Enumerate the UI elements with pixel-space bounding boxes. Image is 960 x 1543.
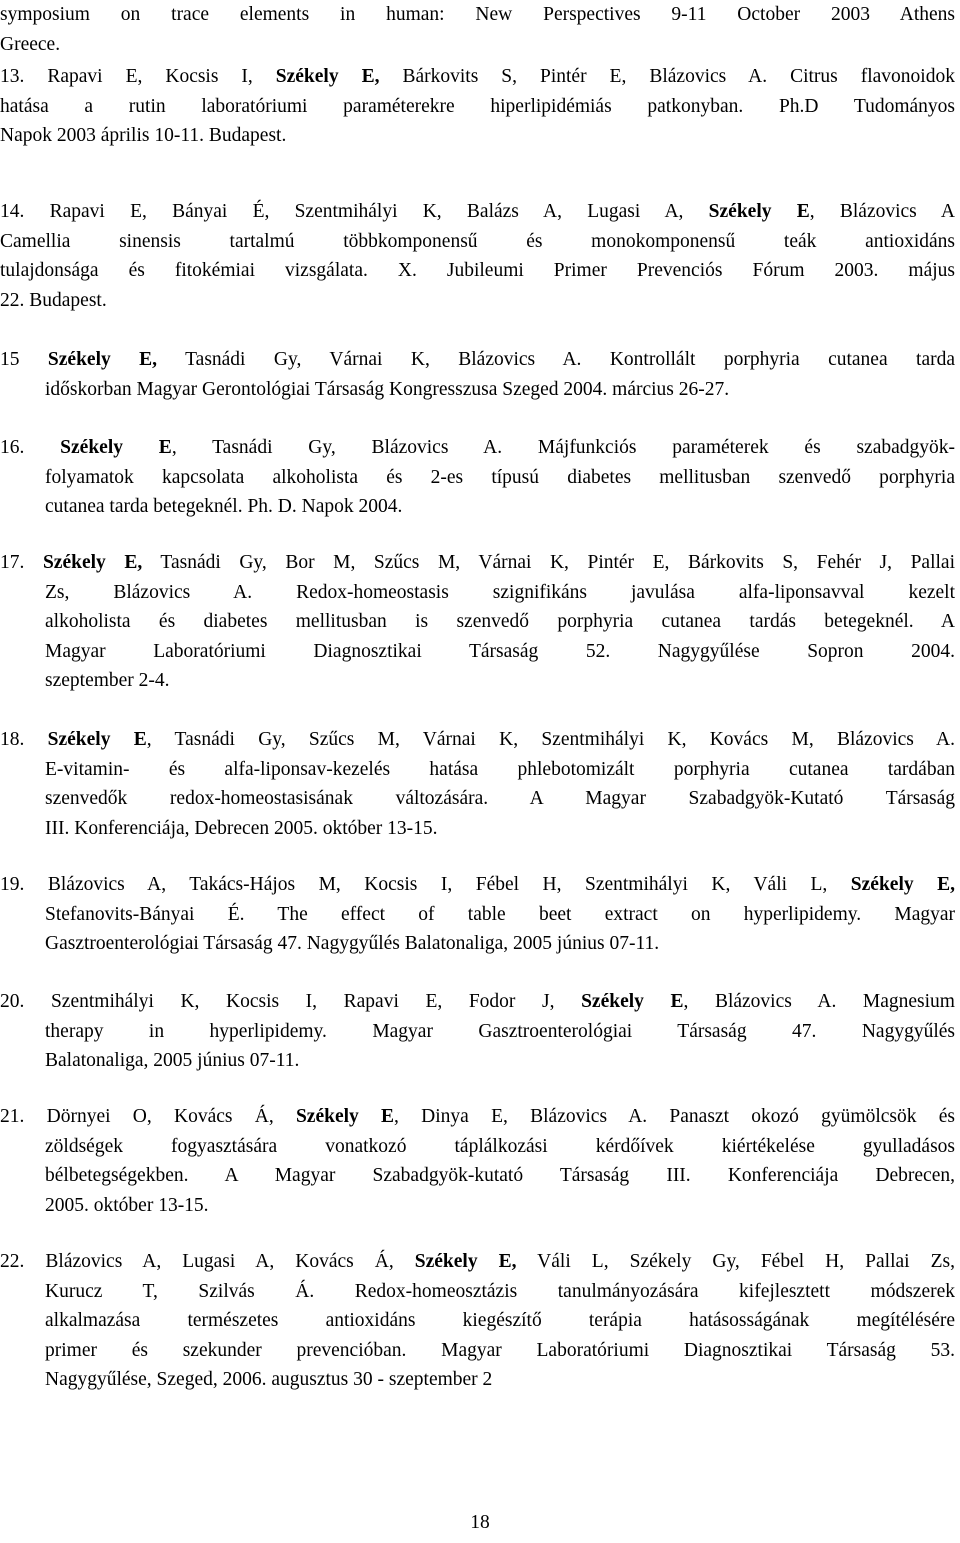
reference-line: [0, 286, 107, 316]
reference-line: [45, 607, 955, 637]
reference-text: 15: [0, 349, 48, 370]
reference-text: szenvedők redox-homeostasisának változására. A Magyar Szabadgyök-Kutató Társaság: [45, 788, 955, 809]
reference-line: [0, 1247, 955, 1277]
reference-text: 20. Szentmihályi K, Kocsis I, Rapavi E, Fodor J,: [0, 991, 582, 1012]
reference-text: 13. Rapavi E, Kocsis I,: [0, 66, 276, 87]
author-highlight: Székely E,: [850, 874, 955, 895]
reference-text: , Dinya E, Blázovics A. Panaszt okozó gyümölcsök és: [394, 1106, 955, 1127]
reference-text: szeptember 2-4.: [45, 670, 170, 691]
reference-text: , Blázovics A. Magnesium: [683, 991, 955, 1012]
page-number: 18: [470, 1512, 490, 1533]
reference-text: Stefanovits-Bányai É. The effect of table beet extract on hyperlipidemy. Magyar: [45, 903, 955, 925]
reference-text: E-vitamin- és alfa-liponsav-kezelés hatása phlebotomizált porphyria cutanea tardában: [45, 758, 955, 780]
reference-text: 14. Rapavi E, Bányai É, Szentmihályi K, Balázs A, Lugasi A,: [0, 201, 709, 222]
reference-text: Nagygyűlése, Szeged, 2006. augusztus 30 - szeptember 2: [45, 1369, 493, 1390]
author-highlight: Székely E: [60, 437, 172, 458]
reference-line: [0, 870, 955, 900]
reference-text: III. Konferenciája, Debrecen 2005. október 13-15.: [45, 817, 438, 839]
reference-line: [0, 345, 955, 375]
reference-line: [45, 1161, 955, 1191]
reference-text: bélbetegségekben. A Magyar Szabadgyök-kutató Társaság III. Konferenciája Debrecen,: [45, 1165, 955, 1186]
reference-line: [45, 1277, 955, 1307]
reference-text: Kurucz T, Szilvás Á. Redox-homeosztázis tanulmányozására kifejlesztett módszerek: [45, 1280, 955, 1302]
reference-line: [45, 666, 170, 696]
reference-text: Camellia sinensis tartalmú többkomponensű és monokomponensű teák antioxidáns: [0, 230, 955, 252]
reference-text: zöldségek fogyasztására vonatkozó táplálkozási kérdőívek kiértékelése gyulladásos: [45, 1135, 955, 1157]
reference-line: [45, 929, 659, 959]
author-highlight: Székely E,: [47, 349, 158, 370]
reference-line: [45, 1365, 492, 1395]
reference-line: [45, 784, 955, 814]
reference-line: [45, 375, 729, 405]
reference-text: hatása a rutin laboratóriumi paraméterekre hiperlipidémiás patkonyban. Ph.D Tudományos: [0, 95, 955, 117]
reference-text: therapy in hyperlipidemy. Magyar Gasztroenterológiai Társaság 47. Nagygyűlés: [45, 1020, 955, 1042]
reference-line: [0, 121, 286, 151]
reference-text: Balatonaliga, 2005 június 07-11.: [45, 1050, 300, 1071]
reference-line: [45, 900, 955, 930]
reference-text: Magyar Laboratóriumi Diagnosztikai Társaság 52. Nagygyűlése Sopron 2004.: [45, 640, 955, 662]
reference-line: [45, 1191, 209, 1221]
reference-line: [0, 197, 955, 227]
author-highlight: Székely E: [708, 201, 810, 222]
reference-text: tulajdonsága és fitokémiai vizsgálata. X. Jubileumi Primer Prevenciós Fórum 2003. május: [0, 260, 955, 281]
reference-text: alkalmazása természetes antioxidáns kiegészítő terápia hatásosságának megítélésére: [45, 1310, 955, 1331]
author-highlight: Székely E,: [414, 1251, 517, 1272]
reference-text: Gasztroenterológiai Társaság 47. Nagygyűlés Balatonaliga, 2005 június 07-11.: [45, 933, 660, 954]
reference-text: Greece.: [0, 33, 61, 55]
reference-text: , Tasnádi Gy, Blázovics A. Májfunkciós paraméterek és szabadgyök-: [171, 437, 955, 458]
reference-line: [45, 814, 438, 844]
reference-text: Bárkovits S, Pintér E, Blázovics A. Citrus flavonoidok: [379, 66, 955, 87]
reference-line: [0, 62, 955, 92]
reference-text: időskorban Magyar Gerontológiai Társaság Kongresszusa Szeged 2004. március 26-27.: [45, 378, 730, 400]
reference-text: Tasnádi Gy, Bor M, Szűcs M, Várnai K, Pintér E, Bárkovits S, Fehér J, Pallai: [142, 552, 955, 573]
reference-text: Tasnádi Gy, Várnai K, Blázovics A. Kontrollált porphyria cutanea tarda: [157, 349, 955, 370]
reference-line: [45, 755, 955, 785]
reference-text: cutanea tarda betegeknél. Ph. D. Napok 2004.: [45, 496, 403, 517]
reference-text: 17.: [0, 552, 43, 573]
reference-line: [0, 725, 955, 755]
author-highlight: Székely E: [47, 729, 147, 750]
reference-text: 22. Blázovics A, Lugasi A, Kovács Á,: [0, 1251, 415, 1272]
author-highlight: Székely E: [581, 991, 684, 1012]
author-highlight: Székely E,: [275, 66, 380, 87]
reference-line: [45, 578, 955, 608]
author-highlight: Székely E: [295, 1106, 395, 1127]
reference-line: [0, 433, 955, 463]
reference-text: alkoholista és diabetes mellitusban is szenvedő porphyria cutanea tardás betegeknél. A: [45, 611, 955, 632]
reference-line: [45, 492, 402, 522]
reference-line: [0, 0, 955, 30]
reference-text: 22. Budapest.: [0, 289, 107, 311]
reference-text: folyamatok kapcsolata alkoholista és 2-es típusú diabetes mellitusban szenvedő porphyria: [45, 466, 955, 488]
reference-line: [45, 463, 955, 493]
reference-line: [0, 256, 955, 286]
reference-text: , Tasnádi Gy, Szűcs M, Várnai K, Szentmihályi K, Kovács M, Blázovics A.: [146, 729, 956, 750]
reference-text: symposium on trace elements in human: New Perspectives 9-11 October 2003 Athens: [0, 4, 955, 25]
reference-text: 19. Blázovics A, Takács-Hájos M, Kocsis I, Fébel H, Szentmihályi K, Váli L,: [0, 874, 851, 895]
reference-line: [0, 227, 955, 257]
reference-line: [0, 30, 60, 60]
reference-line: [45, 1336, 955, 1366]
reference-text: 2005. október 13-15.: [45, 1194, 209, 1216]
reference-line: [45, 1306, 955, 1336]
reference-text: primer és szekunder prevencióban. Magyar Laboratóriumi Diagnosztikai Társaság 53.: [45, 1339, 955, 1361]
reference-line: [45, 637, 955, 667]
reference-line: [45, 1132, 955, 1162]
reference-line: [0, 548, 955, 578]
author-highlight: Székely E,: [42, 552, 143, 573]
reference-text: Napok 2003 április 10-11. Budapest.: [0, 125, 287, 146]
reference-text: , Blázovics A: [809, 201, 955, 222]
reference-text: Váli L, Székely Gy, Fébel H, Pallai Zs,: [516, 1251, 955, 1272]
reference-text: 21. Dörnyei O, Kovács Á,: [0, 1106, 296, 1127]
reference-text: 18.: [0, 729, 48, 750]
reference-line: [45, 1046, 299, 1076]
reference-text: Zs, Blázovics A. Redox-homeostasis szignifikáns javulása alfa-liponsavval kezelt: [45, 581, 955, 603]
reference-line: [0, 987, 955, 1017]
reference-line: [45, 1017, 955, 1047]
reference-text: 16.: [0, 437, 61, 458]
reference-line: [0, 1102, 955, 1132]
reference-line: [0, 92, 955, 122]
